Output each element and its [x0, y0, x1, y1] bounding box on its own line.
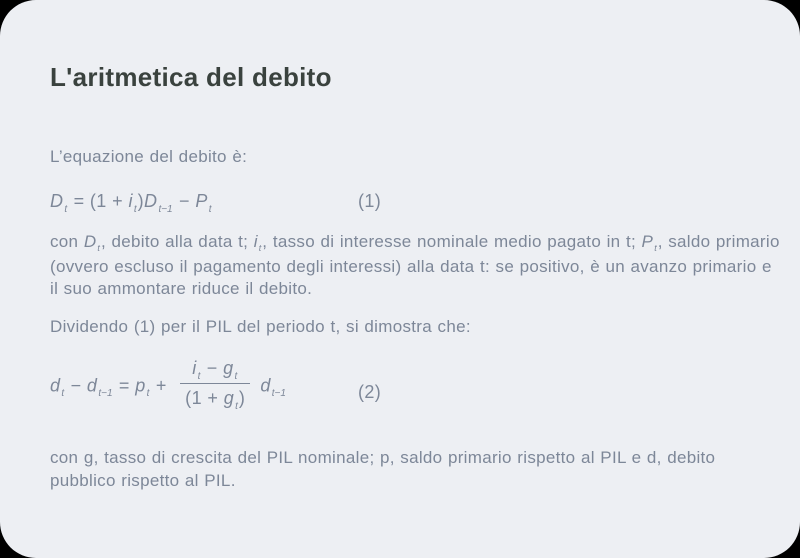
intro-text: L’equazione del debito è:: [50, 147, 248, 166]
var-D: D: [50, 191, 64, 211]
var-d: d: [86, 375, 98, 396]
text-segment: , debito alla data t;: [100, 232, 254, 251]
sub-t: t: [146, 388, 150, 400]
var-g: g: [223, 358, 234, 378]
equation-1: [50, 191, 382, 215]
sub-t: t: [197, 371, 201, 382]
sub-t: t: [654, 243, 657, 253]
equation-1-number: (1): [358, 191, 382, 211]
sub-t-minus-1: t−1: [158, 204, 173, 215]
sub-t: t: [235, 401, 238, 412]
dividendo-text: Dividendo (1) per il PIL del periodo t, si dimostra che:: [50, 317, 471, 336]
text-segment: con: [50, 232, 84, 251]
paren-close: ): [137, 191, 145, 211]
footer-text: con g, tasso di crescita del PIL nominale; p, saldo primario rispetto al PIL e d, debito pubblico rispetto al PIL.: [50, 448, 716, 490]
text-segment: , tasso di interesse nominale medio pagato in t;: [262, 232, 642, 251]
fraction: [180, 358, 250, 412]
definitions-paragraph: [50, 231, 782, 301]
var-i: i: [192, 358, 197, 378]
sub-t: t: [61, 388, 65, 400]
var-D: D: [144, 191, 158, 211]
var-i: i: [253, 232, 258, 251]
slide-title: L'aritmetica del debito: [50, 62, 332, 92]
sub-t-minus-1: t−1: [98, 388, 113, 400]
var-i: i: [128, 191, 133, 211]
paren-open: (1 +: [89, 191, 129, 211]
equals-sign: =: [68, 191, 90, 211]
var-p: p: [135, 375, 146, 396]
var-g: g: [223, 388, 235, 408]
fraction-denominator: [180, 383, 250, 412]
sub-t: t: [133, 204, 137, 215]
sub-t: t: [97, 243, 100, 253]
text-segment: , saldo primario (ovvero escluso il pagamento degli interessi) alla data t: se positivo, è un avanzo primario e il suo ammontare riduce il debito.: [50, 232, 780, 298]
minus-sign: −: [173, 191, 196, 211]
minus-sign: −: [201, 358, 224, 378]
paren-close: ): [238, 388, 246, 408]
var-d: d: [260, 375, 271, 396]
var-D: D: [83, 232, 97, 251]
equals-sign: =: [113, 375, 136, 396]
sub-t: t: [258, 243, 262, 253]
sub-t: t: [234, 371, 238, 382]
sub-t: t: [208, 204, 212, 215]
paren-open: (1 +: [185, 388, 224, 408]
sub-t: t: [64, 204, 68, 215]
var-P: P: [195, 191, 208, 211]
plus-sign: +: [150, 375, 173, 396]
equation-2: [50, 358, 382, 415]
equation-2-number: (2): [358, 382, 382, 402]
var-d: d: [50, 375, 61, 396]
sub-t-minus-1: t−1: [271, 388, 286, 400]
var-P: P: [641, 232, 654, 251]
fraction-numerator: [187, 358, 243, 383]
minus-sign: −: [65, 375, 87, 396]
